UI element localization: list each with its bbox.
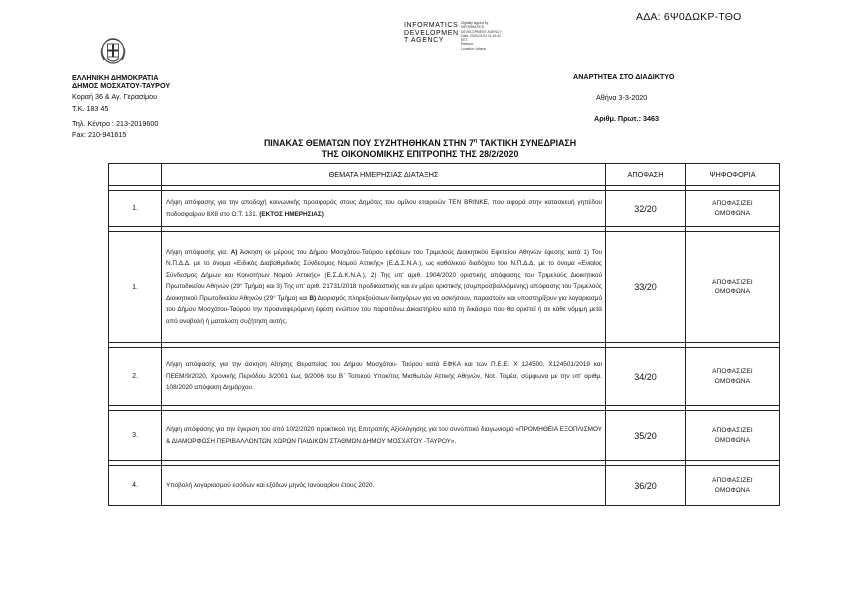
row-subject-text: Λήψη απόφασης για: [166, 248, 231, 256]
stamp-line: DEVELOPMEN [404, 29, 459, 37]
document-date: Αθήνα 3-3-2020 [596, 93, 648, 102]
header-decision: ΑΠΟΦΑΣΗ [606, 164, 686, 186]
row-subject: Υποβολή λογαριασμού εσόδων και εξόδων μηνός Ιανουαρίου έτους 2020. [162, 466, 606, 506]
ada-code: ΑΔΑ: 6Ψ0ΔΩΚΡ-ΤΘΟ [636, 11, 742, 23]
row-vote [686, 348, 780, 406]
vote-result: ΑΠΟΦΑΣΙΖΕΙ [712, 278, 753, 286]
row-subject [162, 232, 606, 343]
row-decision: 35/20 [606, 411, 686, 461]
title-superscript: η [473, 138, 478, 145]
republic-label: ΕΛΛΗΝΙΚΗ ΔΗΜΟΚΡΑΤΙΑ [72, 73, 159, 82]
row-number: 3. [109, 411, 162, 461]
header-vote: ΨΗΦΟΦΟΡΙΑ [686, 164, 780, 186]
table-row [109, 466, 780, 506]
postal-code: Τ.Κ. 183 45 [72, 103, 109, 113]
vote-mode: ΟΜΟΦΩΝΑ [714, 209, 751, 217]
vote-mode: ΟΜΟΦΩΝΑ [714, 436, 751, 444]
header-number [109, 164, 162, 186]
decisions-table [108, 163, 780, 506]
table-header-row [109, 164, 780, 186]
row-subject-marker: Α) [230, 248, 238, 256]
row-subject-text: Διορισμός πληρεξούσιων δικηγόρων για να ασκήσουν, παραστούν και υποστηρίξουν για λογαριασμό του Δήμου Μοσχάτου-Ταύρου την προαναφερόμενη έφεση ενώπιον του παραπάνω Δικαστηρίου κατά τη δικάσιμο που θα οριστεί ή σε κάθε νόμιμη μετά από αναβολή ή ματαίωση συζήτηση αυτής. [166, 294, 603, 325]
signature-details [461, 21, 502, 51]
row-subject [162, 191, 606, 227]
vote-result: ΑΠΟΦΑΣΙΖΕΙ [712, 368, 753, 375]
row-decision: 32/20 [606, 191, 686, 227]
row-subject: Λήψη απόφασης για την άσκηση Αίτησης Θεραπείας του Δήμου Μοσχάτου- Ταύρου κατά ΕΦΚΑ και των Π.Ε.Ε. Χ 124500, Χ124501/2019 και ΠΕΕΜ/9/2020, Χρονικής Περιόδου 3/2001 έως 9/2006 του Β΄ Τοπικού Υποκ/τος Μισθωτών Αττικής Αθηνών, Νοτ. Τομέα, σύμφωνα με την υπ' αριθμ. 108/2020 απόφαση Δημάρχου. [162, 348, 606, 406]
signature-detail-line: INFORMATICS [461, 25, 485, 30]
greek-emblem-icon [98, 36, 128, 66]
row-number: 4. [109, 466, 162, 506]
row-subject-text: Λήψη απόφασης για την αποδοχή κοινωνικής προσφοράς στους Δημότες του ομίλου εταιρειών TEN BRINKE, που αφορά στην κατασκευή γηπέδου ποδοσφαίρου 8Χ8 στο Ο.Τ. 131. [166, 199, 602, 218]
header-subject: ΘΕΜΑΤΑ ΗΜΕΡΗΣΙΑΣ ΔΙΑΤΑΞΗΣ [162, 164, 606, 186]
stamp-line: T AGENCY [404, 37, 445, 45]
table-row [109, 191, 780, 227]
vote-mode: ΟΜΟΦΩΝΑ [714, 377, 751, 385]
row-subject-text: Άσκηση εκ μέρους του Δήμου Μοσχάτου-Ταύρου εφέσεων του Τριμελούς Διοικητικού Εφετείου Αθηνών έφεσης κατά 1) Του Ν.Π.Δ.Δ. με το όνομα «Ειδικός Διαβαθμιδικός Σύνδεσμος Νομού Αττικής» (Ε.Δ.Σ.Ν.Α.), ως καθολικού διαδόχου του Ν.Π.Δ.Δ. με το όνομα «Ενιαίος Σύνδεσμος Δήμων και Κοινοτήτων Νομού Αττικής» (Ε.Σ.Δ.Κ.Ν.Α.), 2) Της υπ' αριθ. 1904/2020 οριστικής απόφασης του Τριμελούς Διοικητικού Πρωτοδικείου Αθηνών (29° Τμήμα) και 3) Της υπ' αριθ. 21731/2018 προδικαστικής και εν μέρει οριστικής (συμπροσβαλλόμενης) απόφασης του Τριμελούς Διοικητικού Πρωτοδικείου Αθηνών (29° Τμήμα) και [166, 248, 602, 302]
row-subject-note: (ΕΚΤΟΣ ΗΜΕΡΗΣΙΑΣ) [257, 210, 324, 218]
vote-mode: ΟΜΟΦΩΝΑ [714, 288, 751, 295]
vote-mode: ΟΜΟΦΩΝΑ [714, 486, 751, 494]
signature-detail-line: Location: Athens [461, 46, 487, 51]
issuer-block [72, 72, 170, 140]
row-number: 1. [109, 232, 162, 343]
address: Κοραή 36 & Αγ. Γερασίμου [72, 92, 158, 102]
protocol-number: 3463 [643, 114, 660, 123]
signature-detail-line: Digitally signed by [461, 21, 489, 25]
posting-label: ΑΝΑΡΤΗΤΕΑ ΣΤΟ ΔΙΑΔΙΚΤΥΟ [573, 72, 675, 81]
row-decision: 36/20 [606, 466, 686, 506]
phone: Τηλ. Κέντρο : 213-2019600 [72, 118, 159, 128]
row-vote [686, 232, 780, 343]
row-subject-marker: Β) [309, 294, 317, 302]
signature-detail-line: Date: 2020.03.03 11:19:42 [461, 33, 501, 38]
row-vote [686, 411, 780, 461]
table-row [109, 232, 780, 343]
page-subtitle: ΤΗΣ ΟΙΚΟΝΟΜΙΚΗΣ ΕΠΙΤΡΟΠΗΣ ΤΗΣ 28/2/2020 [321, 149, 519, 159]
vote-result: ΑΠΟΦΑΣΙΖΕΙ [712, 200, 753, 207]
signature-detail-line: DEVELOPMENT AGENCY [461, 29, 502, 34]
row-subject: Λήψη απόφασης για την έγκριση του από 10/2/2020 πρακτικού της Επιτροπής Αξιολόγησης για τον συνοπτικό διαγωνισμό «ΠΡΟΜΗΘΕΙΑ ΕΞΟΠΛΙΣΜΟΥ & ΔΙΑΜΟΡΦΩΣΗ ΠΕΡΙΒΑΛΛΟΝΤΩΝ ΧΩΡΩΝ ΠΑΙΔΙΚΩΝ ΣΤΑΘΜΩΝ ΔΗΜΟΥ ΜΟΣΧΑΤΟΥ -ΤΑΥΡΟΥ». [162, 411, 606, 461]
row-vote [686, 191, 780, 227]
table-row [109, 348, 780, 406]
row-decision: 33/20 [606, 232, 686, 343]
protocol-label: Αριθμ. Πρωτ.: [594, 114, 642, 123]
signature-stamp [404, 22, 459, 45]
stamp-line: INFORMATICS [404, 22, 459, 29]
vote-result: ΑΠΟΦΑΣΙΖΕΙ [712, 477, 753, 484]
row-decision: 34/20 [606, 348, 686, 406]
title-line1: ΠΙΝΑΚΑΣ ΘΕΜΑΤΩΝ ΠΟΥ ΣΥΖΗΤΗΘΗΚΑΝ ΣΤΗΝ 7 [263, 138, 474, 148]
municipality-label: ΔΗΜΟΣ ΜΟΣΧΑΤΟΥ-ΤΑΥΡΟΥ [72, 81, 171, 91]
row-number: 1. [109, 191, 162, 227]
title-line1-end: ΤΑΚΤΙΚΗ ΣΥΝΕΔΡΙΑΣΗ [477, 138, 577, 148]
table-row [109, 411, 780, 461]
row-number: 2. [109, 348, 162, 406]
signature-detail-line: Reason: [461, 42, 474, 47]
signature-detail-line: EET [461, 38, 468, 43]
protocol-number-block [594, 114, 659, 123]
page-title [120, 138, 720, 148]
vote-result: ΑΠΟΦΑΣΙΖΕΙ [712, 427, 753, 434]
row-vote [686, 466, 780, 506]
fax: Fax: 210-941615 [72, 130, 127, 140]
